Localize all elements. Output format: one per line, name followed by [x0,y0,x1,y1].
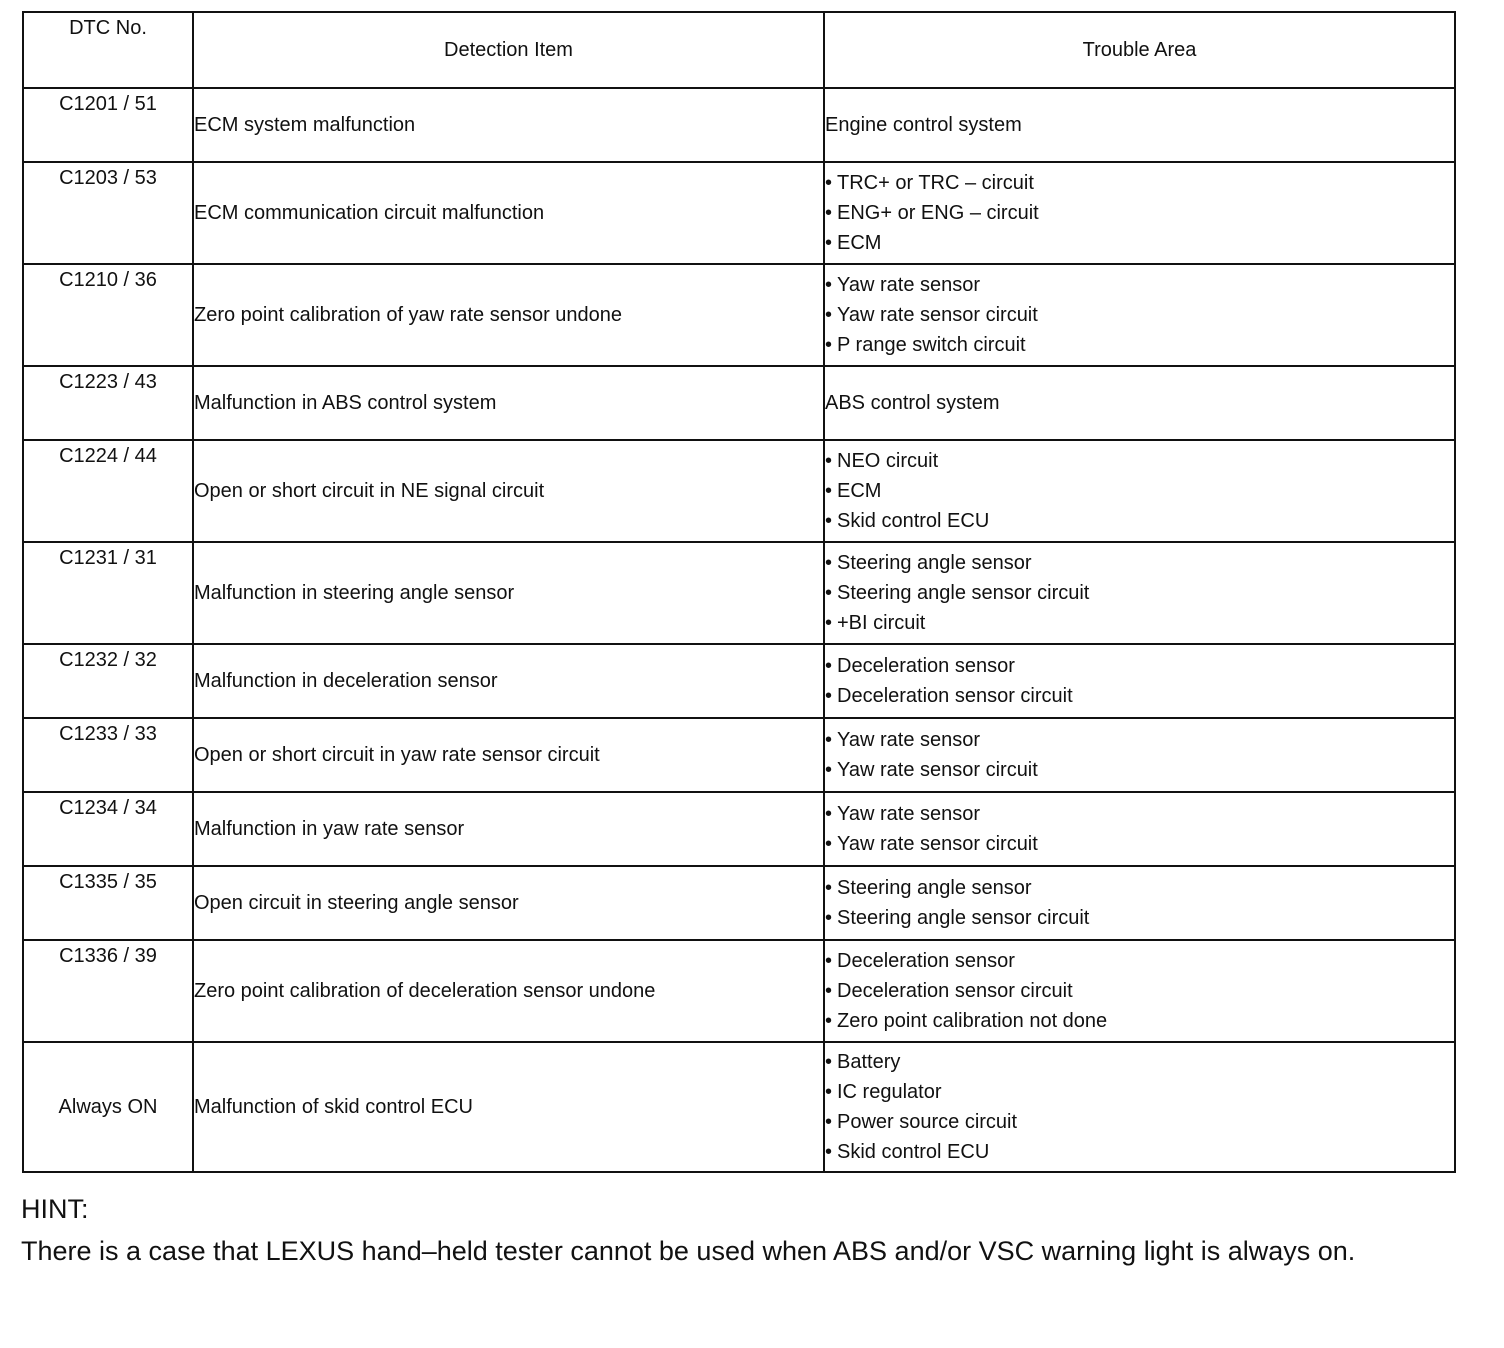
table-row [23,792,1455,866]
trouble-area-bullet-item [825,198,1454,228]
trouble-area-bullet-item [825,168,1454,198]
hint-label: HINT: [21,1194,89,1224]
trouble-area-bullet-item [825,1006,1454,1036]
bullet-icon: • [825,450,833,472]
bullet-icon: • [825,1051,833,1073]
trouble-area-bullet-item [825,548,1454,578]
table-row [23,866,1455,940]
table-row [23,440,1455,542]
trouble-area-cell [824,366,1455,440]
trouble-area-bullet-text: Power source circuit [837,1111,1018,1133]
bullet-icon: • [825,950,833,972]
table-row [23,264,1455,366]
header-dtc-no: DTC No. [23,12,193,88]
bullet-icon: • [825,980,833,1002]
trouble-area-bullet-item [825,446,1454,476]
trouble-area-bullet-item [825,228,1454,258]
dtc-number-cell: C1234 / 34 [23,792,193,866]
trouble-area-bullet-item [825,1107,1454,1137]
trouble-area-bullet-text: Yaw rate sensor circuit [837,833,1038,855]
trouble-area-cell [824,264,1455,366]
header-trouble-area: Trouble Area [824,12,1455,88]
dtc-number-cell: C1210 / 36 [23,264,193,366]
table-row [23,718,1455,792]
detection-item-cell: Zero point calibration of yaw rate sensor undone [193,264,824,366]
bullet-icon: • [825,729,833,751]
trouble-area-cell [824,718,1455,792]
detection-item-cell: Open or short circuit in NE signal circuit [193,440,824,542]
dtc-number-cell: C1231 / 31 [23,542,193,644]
trouble-area-bullet-item [825,651,1454,681]
detection-item-cell: ECM system malfunction [193,88,824,162]
trouble-area-bullet-text: P range switch circuit [837,334,1026,356]
bullet-icon: • [825,510,833,532]
table-row [23,1042,1455,1172]
trouble-area-bullet-text: TRC+ or TRC – circuit [837,172,1034,194]
trouble-area-bullet-text: Deceleration sensor [837,950,1015,972]
trouble-area-bullet-text: Zero point calibration not done [837,1010,1108,1032]
bullet-icon: • [825,877,833,899]
trouble-area-bullet-item [825,873,1454,903]
bullet-icon: • [825,172,833,194]
trouble-area-bullet-text: NEO circuit [837,450,939,472]
table-row [23,940,1455,1042]
trouble-area-bullet-item [825,829,1454,859]
trouble-area-bullet-item [825,1047,1454,1077]
dtc-number-cell: Always ON [23,1042,193,1172]
bullet-icon: • [825,202,833,224]
detection-item-cell: Malfunction in ABS control system [193,366,824,440]
bullet-icon: • [825,274,833,296]
trouble-area-cell [824,792,1455,866]
detection-item-cell: Malfunction in steering angle sensor [193,542,824,644]
header-detection-item: Detection Item [193,12,824,88]
trouble-area-cell [824,644,1455,718]
trouble-area-bullet-text: Skid control ECU [837,1141,990,1163]
trouble-area-bullet-item [825,946,1454,976]
detection-item-cell: Open circuit in steering angle sensor [193,866,824,940]
bullet-icon: • [825,612,833,634]
trouble-area-bullet-item [825,903,1454,933]
table-row [23,644,1455,718]
table-header-row [23,12,1455,88]
trouble-area-text: Engine control system [825,114,1022,136]
trouble-area-bullet-text: Yaw rate sensor [837,729,981,751]
bullet-icon: • [825,480,833,502]
trouble-area-bullet-item [825,1137,1454,1167]
bullet-icon: • [825,1081,833,1103]
detection-item-cell: ECM communication circuit malfunction [193,162,824,264]
bullet-icon: • [825,552,833,574]
trouble-area-bullet-text: IC regulator [837,1081,942,1103]
trouble-area-bullet-text: Skid control ECU [837,510,990,532]
trouble-area-bullet-item [825,270,1454,300]
trouble-area-bullet-text: Yaw rate sensor circuit [837,304,1038,326]
dtc-number-cell: C1336 / 39 [23,940,193,1042]
detection-item-cell: Malfunction in yaw rate sensor [193,792,824,866]
trouble-area-bullet-text: ECM [837,480,882,502]
trouble-area-bullet-item [825,755,1454,785]
trouble-area-bullet-item [825,976,1454,1006]
detection-item-cell: Malfunction in deceleration sensor [193,644,824,718]
bullet-icon: • [825,1141,833,1163]
detection-item-cell: Open or short circuit in yaw rate sensor circuit [193,718,824,792]
trouble-area-bullet-item [825,300,1454,330]
dtc-number-cell: C1335 / 35 [23,866,193,940]
bullet-icon: • [825,685,833,707]
dtc-number-cell: C1232 / 32 [23,644,193,718]
trouble-area-bullet-text: Deceleration sensor circuit [837,685,1073,707]
bullet-icon: • [825,232,833,254]
bullet-icon: • [825,655,833,677]
dtc-number-cell: C1203 / 53 [23,162,193,264]
bullet-icon: • [825,1010,833,1032]
trouble-area-bullet-item [825,578,1454,608]
bullet-icon: • [825,833,833,855]
trouble-area-bullet-item [825,725,1454,755]
bullet-icon: • [825,304,833,326]
trouble-area-text: ABS control system [825,392,1000,414]
table-body [23,88,1455,1172]
trouble-area-bullet-text: Steering angle sensor circuit [837,907,1090,929]
trouble-area-bullet-text: Yaw rate sensor circuit [837,759,1038,781]
trouble-area-bullet-item [825,506,1454,536]
dtc-number-cell: C1224 / 44 [23,440,193,542]
trouble-area-bullet-item [825,799,1454,829]
table-row [23,542,1455,644]
trouble-area-bullet-text: Steering angle sensor [837,877,1032,899]
trouble-area-bullet-text: Yaw rate sensor [837,274,981,296]
trouble-area-bullet-text: Steering angle sensor circuit [837,582,1090,604]
bullet-icon: • [825,759,833,781]
dtc-number-cell: C1223 / 43 [23,366,193,440]
trouble-area-cell [824,162,1455,264]
trouble-area-bullet-item [825,1077,1454,1107]
trouble-area-bullet-text: Steering angle sensor [837,552,1032,574]
trouble-area-bullet-text: +BI circuit [837,612,926,634]
trouble-area-bullet-item [825,330,1454,360]
bullet-icon: • [825,803,833,825]
trouble-area-bullet-item [825,608,1454,638]
table-row [23,366,1455,440]
detection-item-cell: Malfunction of skid control ECU [193,1042,824,1172]
trouble-area-bullet-text: ENG+ or ENG – circuit [837,202,1039,224]
trouble-area-bullet-item [825,476,1454,506]
trouble-area-cell [824,940,1455,1042]
bullet-icon: • [825,582,833,604]
detection-item-cell: Zero point calibration of deceleration sensor undone [193,940,824,1042]
trouble-area-cell [824,440,1455,542]
bullet-icon: • [825,907,833,929]
dtc-table [22,11,1456,1173]
trouble-area-bullet-text: Yaw rate sensor [837,803,981,825]
hint-text: There is a case that LEXUS hand–held tester cannot be used when ABS and/or VSC warning light is always on. [21,1236,1356,1266]
dtc-number-cell: C1201 / 51 [23,88,193,162]
table-row [23,162,1455,264]
trouble-area-bullet-text: ECM [837,232,882,254]
trouble-area-bullet-text: Deceleration sensor [837,655,1015,677]
bullet-icon: • [825,334,833,356]
trouble-area-cell [824,542,1455,644]
trouble-area-cell [824,866,1455,940]
trouble-area-bullet-text: Battery [837,1051,901,1073]
trouble-area-bullet-text: Deceleration sensor circuit [837,980,1073,1002]
bullet-icon: • [825,1111,833,1133]
trouble-area-cell [824,1042,1455,1172]
trouble-area-cell [824,88,1455,162]
table-row [23,88,1455,162]
trouble-area-bullet-item [825,681,1454,711]
dtc-number-cell: C1233 / 33 [23,718,193,792]
